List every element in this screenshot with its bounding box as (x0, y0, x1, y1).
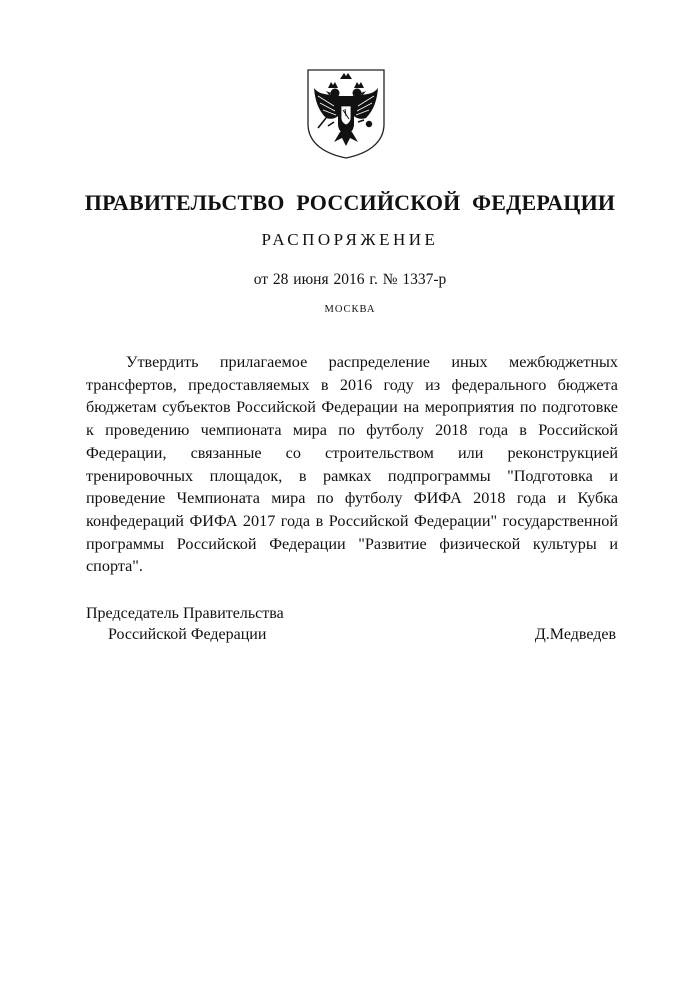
signer-position (86, 603, 284, 645)
signer-name: Д.Медведев (534, 626, 616, 643)
signer-position-line1: Председатель Правительства (86, 605, 284, 622)
signer-position-line2: Российской Федерации (108, 626, 267, 643)
russian-coat-of-arms-icon (304, 66, 388, 160)
government-title: ПРАВИТЕЛЬСТВО РОССИЙСКОЙ ФЕДЕРАЦИИ (84, 190, 616, 215)
document-date-number: от 28 июня 2016 г. № 1337-р (253, 271, 447, 288)
order-text-paragraph: Утвердить прилагаемое распределение иных межбюджетных трансфертов, предоставляемых в 2016 году из федерального бюджета бюджетам субъектов Российской Федерации на мероприятия по подготовке к проведению чемпионата мира по футболу 2018 года в Российской Федерации, связанные со строительством или реконструкцией тренировочных площадок, в рамках подпрограммы "Подготовка и проведение Чемпионата мира по футболу ФИФА 2018 года и Кубка конфедераций ФИФА 2017 года в Российской Федерации" государственной программы Российской Федерации "Развитие физической культуры и спорта". (86, 353, 618, 576)
document-type: РАСПОРЯЖЕНИЕ (261, 230, 439, 249)
document-city: МОСКВА (324, 304, 376, 315)
